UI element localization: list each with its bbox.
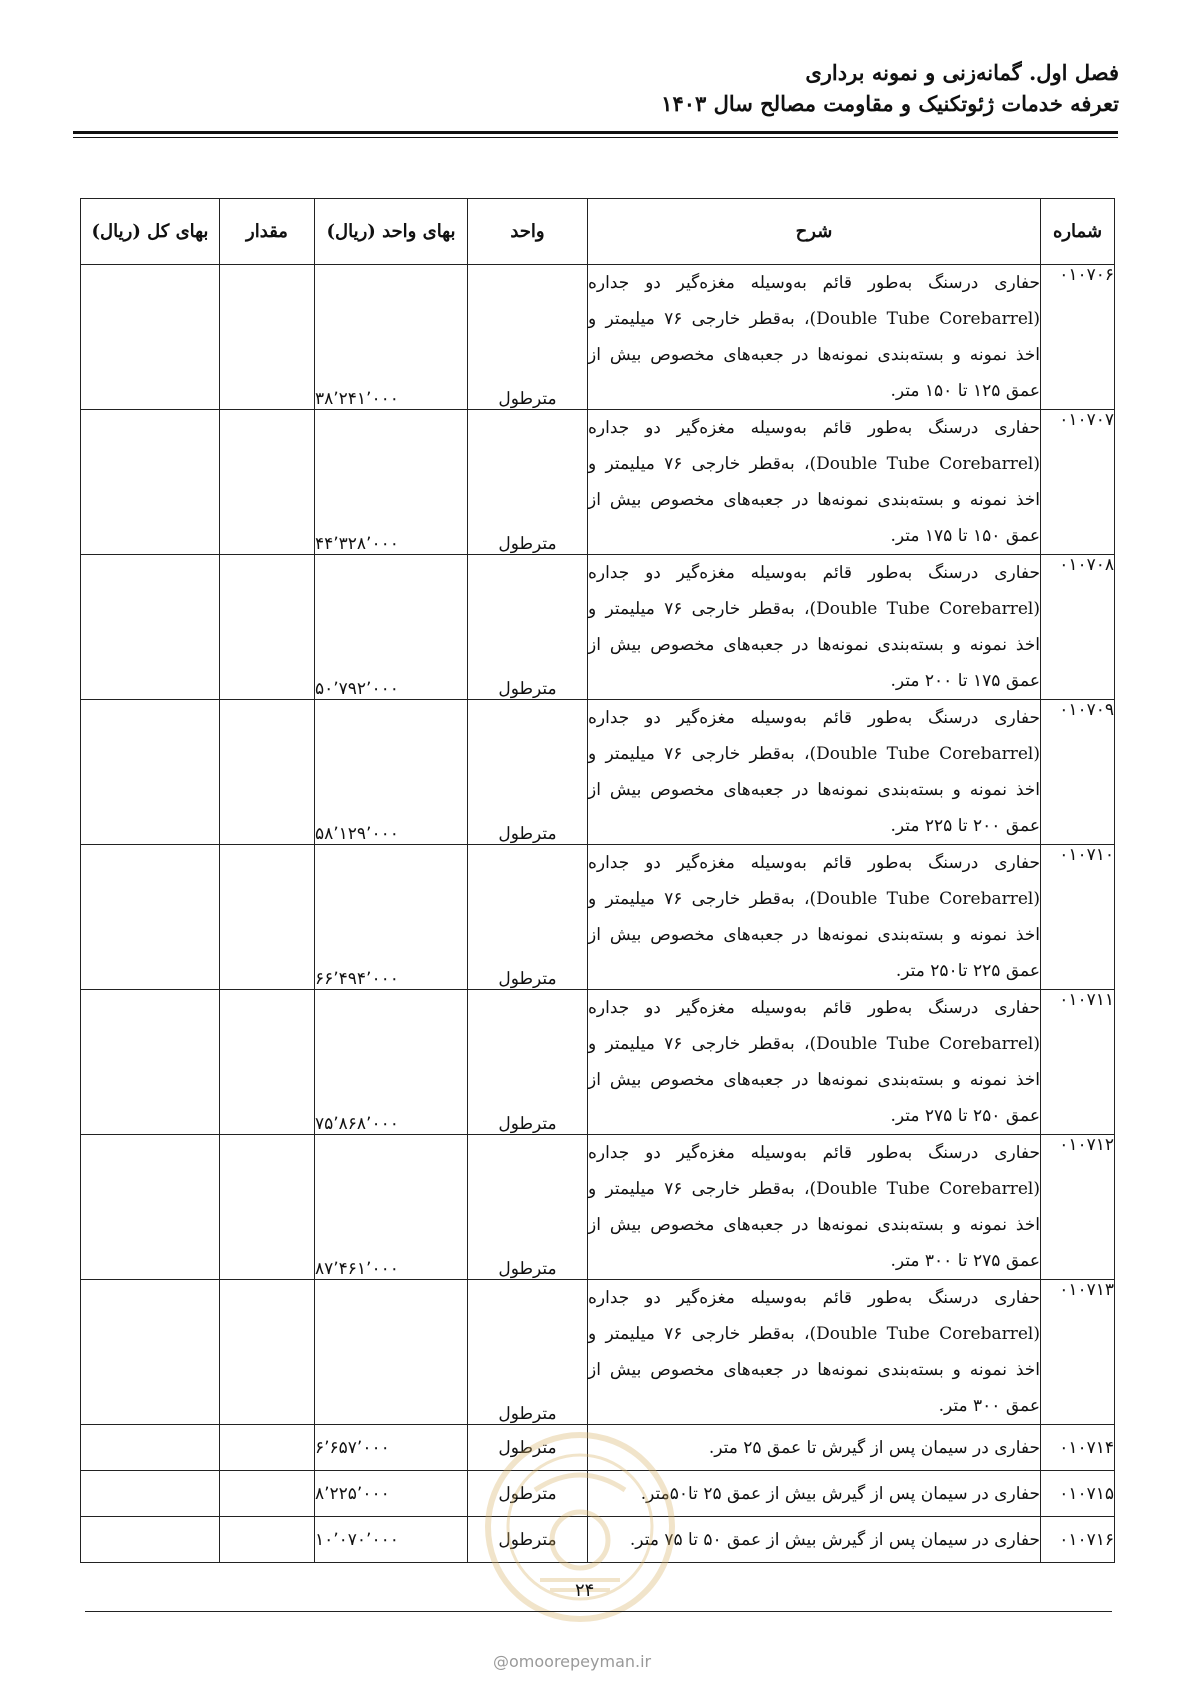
item-description: حفاری در سیمان پس از گیرش تا عمق ۲۵ متر. (588, 1425, 1041, 1471)
document-title: تعرفه خدمات ژئوتکنیک و مقاومت مصالح سال ۱۴۰۳ (661, 91, 1119, 116)
col-header-description: شرح (588, 199, 1041, 265)
item-unit: مترطول (468, 555, 588, 700)
col-header-quantity: مقدار (220, 199, 315, 265)
item-number: ۰۱۰۷۰۶ (1041, 265, 1115, 410)
page-number: ۲۴ (575, 1580, 595, 1601)
item-number: ۰۱۰۷۰۸ (1041, 555, 1115, 700)
item-total (81, 1425, 220, 1471)
item-unit: مترطول (468, 1280, 588, 1425)
item-quantity (220, 265, 315, 410)
item-number: ۰۱۰۷۱۲ (1041, 1135, 1115, 1280)
item-description: حفاری درسنگ به‌طور قائم به‌وسیله مغزه‌گیر دو جداره (Double Tube Corebarrel)، به‌قطر خارجی ۷۶ میلیمتر و اخذ نمونه و بسته‌بندی نمونه‌ها در جعبه‌های مخصوص بیش از عمق ۱۲۵ تا ۱۵۰ متر. (588, 265, 1041, 410)
item-total (81, 555, 220, 700)
item-description: حفاری درسنگ به‌طور قائم به‌وسیله مغزه‌گیر دو جداره (Double Tube Corebarrel)، به‌قطر خارجی ۷۶ میلیمتر و اخذ نمونه و بسته‌بندی نمونه‌ها در جعبه‌های مخصوص بیش از عمق ۲۲۵ تا۲۵۰ متر. (588, 845, 1041, 990)
item-unit-price: ۵۸٬۱۲۹٬۰۰۰ (315, 700, 468, 845)
item-unit: مترطول (468, 990, 588, 1135)
item-description: حفاری درسنگ به‌طور قائم به‌وسیله مغزه‌گیر دو جداره (Double Tube Corebarrel)، به‌قطر خارجی ۷۶ میلیمتر و اخذ نمونه و بسته‌بندی نمونه‌ها در جعبه‌های مخصوص بیش از عمق ۱۵۰ تا ۱۷۵ متر. (588, 410, 1041, 555)
item-number: ۰۱۰۷۱۶ (1041, 1517, 1115, 1563)
item-number: ۰۱۰۷۱۰ (1041, 845, 1115, 990)
table-row (81, 1280, 1115, 1425)
item-quantity (220, 410, 315, 555)
item-description: حفاری درسنگ به‌طور قائم به‌وسیله مغزه‌گیر دو جداره (Double Tube Corebarrel)، به‌قطر خارجی ۷۶ میلیمتر و اخذ نمونه و بسته‌بندی نمونه‌ها در جعبه‌های مخصوص بیش از عمق ۲۵۰ تا ۲۷۵ متر. (588, 990, 1041, 1135)
table-row (81, 990, 1115, 1135)
col-header-unit: واحد (468, 199, 588, 265)
item-quantity (220, 555, 315, 700)
item-description: حفاری درسنگ به‌طور قائم به‌وسیله مغزه‌گیر دو جداره (Double Tube Corebarrel)، به‌قطر خارجی ۷۶ میلیمتر و اخذ نمونه و بسته‌بندی نمونه‌ها در جعبه‌های مخصوص بیش از عمق ۲۷۵ تا ۳۰۰ متر. (588, 1135, 1041, 1280)
item-total (81, 1280, 220, 1425)
item-unit: مترطول (468, 410, 588, 555)
item-quantity (220, 845, 315, 990)
chapter-title: فصل اول. گمانه‌زنی و نمونه برداری (805, 60, 1119, 85)
item-number: ۰۱۰۷۱۴ (1041, 1425, 1115, 1471)
item-unit-price: ۳۸٬۲۴۱٬۰۰۰ (315, 265, 468, 410)
item-description: حفاری درسنگ به‌طور قائم به‌وسیله مغزه‌گیر دو جداره (Double Tube Corebarrel)، به‌قطر خارجی ۷۶ میلیمتر و اخذ نمونه و بسته‌بندی نمونه‌ها در جعبه‌های مخصوص بیش از عمق ۲۰۰ تا ۲۲۵ متر. (588, 700, 1041, 845)
table-row (81, 410, 1115, 555)
item-unit-price: ۶۶٬۴۹۴٬۰۰۰ (315, 845, 468, 990)
item-total (81, 845, 220, 990)
item-unit-price: ۸۷٬۴۶۱٬۰۰۰ (315, 1135, 468, 1280)
item-unit-price: ۶٬۶۵۷٬۰۰۰ (315, 1425, 468, 1471)
item-total (81, 265, 220, 410)
item-quantity (220, 1280, 315, 1425)
item-total (81, 700, 220, 845)
header-rule-thin (73, 137, 1118, 138)
item-unit-price (315, 1280, 468, 1425)
item-unit: مترطول (468, 1425, 588, 1471)
item-unit: مترطول (468, 1135, 588, 1280)
item-description: حفاری درسنگ به‌طور قائم به‌وسیله مغزه‌گیر دو جداره (Double Tube Corebarrel)، به‌قطر خارجی ۷۶ میلیمتر و اخذ نمونه و بسته‌بندی نمونه‌ها در جعبه‌های مخصوص بیش از عمق ۳۰۰ متر. (588, 1280, 1041, 1425)
table-row (81, 700, 1115, 845)
table-row (81, 265, 1115, 410)
item-unit-price: ۱۰٬۰۷۰٬۰۰۰ (315, 1517, 468, 1563)
item-quantity (220, 990, 315, 1135)
item-description: حفاری در سیمان پس از گیرش بیش از عمق ۵۰ تا ۷۵ متر. (588, 1517, 1041, 1563)
item-unit: مترطول (468, 845, 588, 990)
item-number: ۰۱۰۷۰۹ (1041, 700, 1115, 845)
item-quantity (220, 1135, 315, 1280)
table-row (81, 845, 1115, 990)
table-row (81, 1135, 1115, 1280)
table-header-row (81, 199, 1115, 265)
item-total (81, 1517, 220, 1563)
item-quantity (220, 1517, 315, 1563)
item-number: ۰۱۰۷۱۱ (1041, 990, 1115, 1135)
item-total (81, 1471, 220, 1517)
item-number: ۰۱۰۷۰۷ (1041, 410, 1115, 555)
item-unit: مترطول (468, 265, 588, 410)
page-header (69, 58, 1119, 120)
table-row (81, 555, 1115, 700)
item-number: ۰۱۰۷۱۵ (1041, 1471, 1115, 1517)
item-unit: مترطول (468, 700, 588, 845)
item-total (81, 410, 220, 555)
col-header-number: شماره (1041, 199, 1115, 265)
item-number: ۰۱۰۷۱۳ (1041, 1280, 1115, 1425)
item-quantity (220, 1425, 315, 1471)
tariff-table (80, 198, 1115, 1563)
item-unit-price: ۷۵٬۸۶۸٬۰۰۰ (315, 990, 468, 1135)
header-rule-thick (73, 131, 1118, 134)
item-unit-price: ۸٬۲۲۵٬۰۰۰ (315, 1471, 468, 1517)
item-unit: مترطول (468, 1471, 588, 1517)
item-quantity (220, 1471, 315, 1517)
item-total (81, 1135, 220, 1280)
watermark-url: @omoorepeyman.ir (493, 1652, 652, 1671)
col-header-total: بهای کل (ریال) (81, 199, 220, 265)
item-unit: مترطول (468, 1517, 588, 1563)
col-header-unit-price: بهای واحد (ریال) (315, 199, 468, 265)
footer-rule (85, 1611, 1112, 1612)
item-unit-price: ۴۴٬۳۲۸٬۰۰۰ (315, 410, 468, 555)
item-total (81, 990, 220, 1135)
item-quantity (220, 700, 315, 845)
item-description: حفاری درسنگ به‌طور قائم به‌وسیله مغزه‌گیر دو جداره (Double Tube Corebarrel)، به‌قطر خارجی ۷۶ میلیمتر و اخذ نمونه و بسته‌بندی نمونه‌ها در جعبه‌های مخصوص بیش از عمق ۱۷۵ تا ۲۰۰ متر. (588, 555, 1041, 700)
item-description: حفاری در سیمان پس از گیرش بیش از عمق ۲۵ تا۵۰متر. (588, 1471, 1041, 1517)
item-unit-price: ۵۰٬۷۹۲٬۰۰۰ (315, 555, 468, 700)
